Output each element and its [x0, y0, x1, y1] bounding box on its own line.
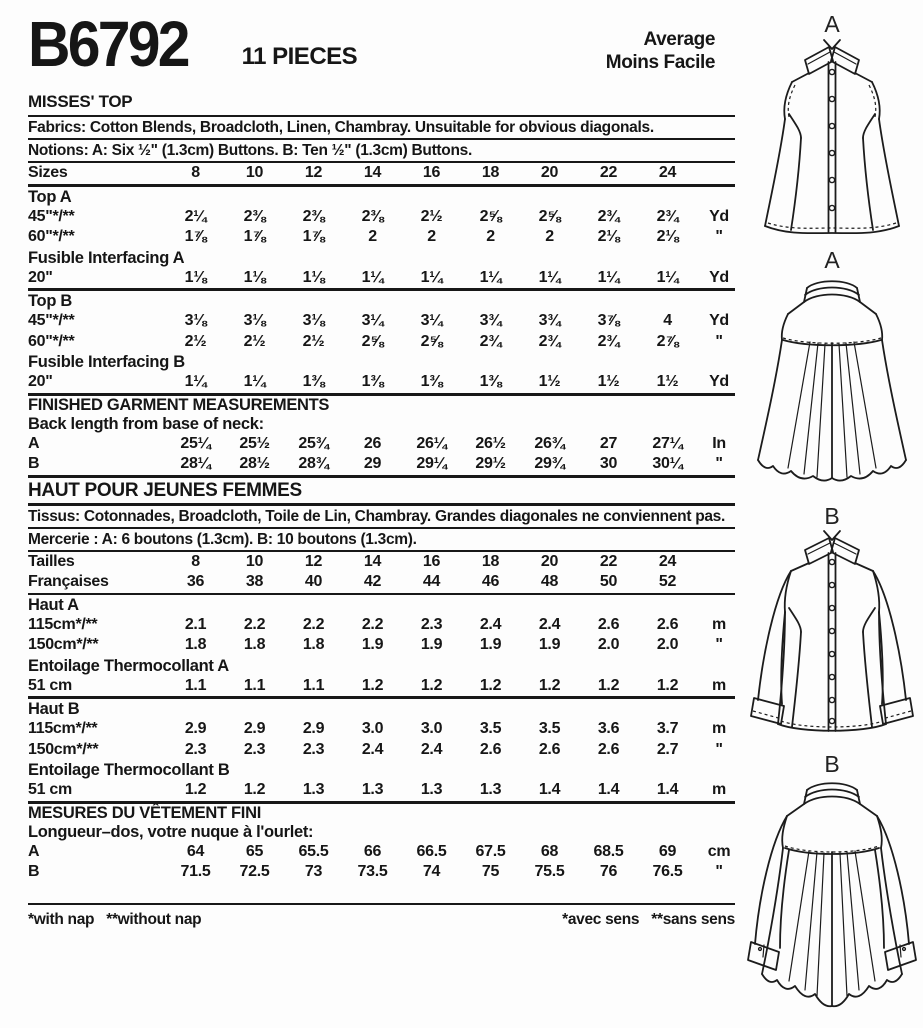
row-cell: 2.2 — [361, 615, 384, 633]
row-cell: 20 — [540, 164, 559, 181]
row-cell: 2¾ — [597, 332, 620, 350]
row-cell: 26 — [363, 434, 382, 452]
row-cell: 66.5 — [416, 842, 447, 860]
row-cell: 2.1 — [184, 615, 207, 633]
table-subtitle: Longueur–dos, votre nuque à l'ourlet: — [28, 822, 314, 841]
row-cell: 3.0 — [361, 720, 384, 737]
row-cell: 2.2 — [243, 615, 266, 633]
row-unit: Yd — [709, 373, 729, 390]
text-label: Mercerie : — [28, 530, 102, 548]
row-cell: 1.2 — [243, 781, 266, 798]
row-cell: 2 — [368, 228, 377, 245]
table-row-title: Fusible Interfacing A — [28, 248, 185, 267]
row-cell: 2½ — [184, 332, 207, 350]
table-text-row — [28, 529, 735, 550]
row-cell: 2⅛ — [656, 228, 679, 245]
row-label: 20" — [28, 268, 53, 286]
text-label: Fabrics: — [28, 119, 90, 136]
text-label: A: — [91, 142, 108, 159]
row-cell: 25½ — [239, 434, 270, 452]
row-label: 60"*/** — [28, 228, 75, 245]
table-row-title: Haut B — [28, 700, 80, 718]
row-cell: 2⅜ — [361, 207, 384, 225]
row-cell: 1.4 — [597, 781, 620, 798]
row-cell: 1⅜ — [420, 373, 443, 390]
row-cell: 68.5 — [593, 842, 624, 860]
row-cell: 1½ — [656, 373, 679, 390]
row-cell: 2⅝ — [479, 207, 502, 225]
row-cell: 2.6 — [597, 740, 620, 758]
view-label: B — [824, 751, 840, 777]
row-cell: 3.5 — [479, 720, 502, 737]
row-cell: 26¼ — [416, 434, 447, 452]
table-subtitle: FINISHED GARMENT MEASUREMENTS — [28, 395, 330, 414]
row-cell: 10 — [245, 552, 264, 570]
row-cell: 1⅛ — [184, 268, 207, 286]
row-cell: 2.0 — [656, 636, 679, 653]
row-label: Tailles — [28, 552, 75, 570]
row-cell: 1.4 — [656, 781, 679, 798]
row-label: B — [28, 455, 40, 472]
row-cell: 29½ — [475, 455, 506, 472]
row-label: 115cm*/** — [28, 720, 98, 737]
text-body: Ten ½" (1.3cm) Buttons. — [298, 142, 472, 159]
row-cell: 1⅞ — [184, 228, 207, 245]
row-cell: 40 — [304, 573, 323, 590]
row-cell: 29¼ — [416, 455, 447, 472]
view-a-back — [747, 248, 917, 490]
row-cell: 28¼ — [180, 455, 211, 472]
row-unit: m — [712, 676, 726, 694]
row-unit: " — [715, 455, 723, 472]
table-row — [28, 332, 735, 353]
row-cell: 8 — [191, 164, 200, 181]
row-cell: 25¾ — [298, 434, 329, 452]
difficulty-english: Average — [643, 29, 715, 50]
table-row — [28, 572, 735, 593]
table-row — [28, 311, 735, 332]
row-cell: 2.6 — [538, 740, 561, 758]
row-cell: 1.3 — [420, 781, 443, 798]
nap-legend — [28, 905, 735, 929]
table-row — [28, 372, 735, 393]
row-cell: 48 — [540, 573, 559, 590]
text-label: Notions: — [28, 142, 92, 159]
masthead — [28, 8, 735, 86]
row-cell: 18 — [481, 164, 500, 181]
row-cell: 69 — [658, 842, 677, 860]
row-cell: 1.2 — [184, 781, 207, 798]
row-label: 20" — [28, 373, 53, 390]
difficulty-rating — [606, 28, 715, 74]
row-cell: 28¾ — [298, 455, 329, 472]
row-cell: 38 — [245, 573, 264, 590]
table-row — [28, 552, 735, 573]
difficulty-french: Moins Facile — [605, 52, 715, 74]
row-unit: m — [712, 615, 726, 633]
row-cell: 2.2 — [302, 615, 325, 633]
table-row — [28, 862, 735, 883]
row-cell: 16 — [422, 552, 441, 570]
row-cell: 2.3 — [184, 740, 207, 758]
row-cell: 73.5 — [357, 863, 388, 880]
nap-legend-english: *with nap **without nap — [28, 910, 202, 928]
row-cell: 2.7 — [656, 740, 679, 758]
table-row — [28, 740, 735, 761]
row-cell: 26¾ — [534, 434, 565, 452]
row-unit: " — [715, 228, 723, 245]
row-label: B — [28, 863, 40, 880]
row-cell: 36 — [186, 573, 205, 590]
row-cell: 72.5 — [239, 863, 270, 880]
row-label: 51 cm — [28, 676, 72, 694]
row-unit: " — [715, 863, 723, 880]
row-cell: 3.7 — [656, 720, 679, 737]
pattern-number: B6792 — [28, 8, 188, 80]
table-row — [28, 719, 735, 740]
row-cell: 1⅜ — [479, 373, 502, 390]
row-cell: 3.0 — [420, 720, 443, 737]
row-cell: 52 — [658, 573, 677, 590]
row-cell: 2.6 — [656, 615, 679, 633]
table-row — [28, 615, 735, 636]
row-unit: Yd — [709, 312, 729, 329]
row-label: A — [28, 842, 40, 860]
row-cell: 1¼ — [420, 268, 443, 286]
row-cell: 1.2 — [538, 676, 561, 694]
row-cell: 3¼ — [420, 312, 443, 329]
row-cell: 76.5 — [652, 863, 683, 880]
row-cell: 1⅞ — [243, 228, 266, 245]
view-label: A — [824, 11, 840, 37]
row-cell: 2½ — [302, 332, 325, 350]
content-column — [28, 8, 735, 929]
view-label: B — [824, 503, 840, 529]
table-row-title: Top A — [28, 187, 72, 206]
row-cell: 1.8 — [184, 636, 207, 653]
row-cell: 1¼ — [597, 268, 620, 286]
row-cell: 12 — [304, 164, 323, 181]
row-cell: 14 — [363, 164, 382, 181]
row-cell: 1⅞ — [302, 228, 325, 245]
table-text-row — [28, 140, 735, 161]
table-row — [28, 268, 735, 289]
row-label: 45"*/** — [28, 312, 75, 329]
yardage-table — [28, 117, 735, 905]
row-cell: 2¾ — [597, 207, 620, 225]
row-cell: 1¼ — [479, 268, 502, 286]
row-cell: 22 — [599, 552, 618, 570]
row-cell: 26½ — [475, 434, 506, 452]
row-cell: 2½ — [420, 207, 443, 225]
row-cell: 2.9 — [243, 720, 266, 737]
row-cell: 2.3 — [243, 740, 266, 758]
row-unit: m — [712, 720, 726, 737]
table-row-title: Haut A — [28, 595, 79, 614]
row-cell: 1.8 — [243, 636, 266, 653]
row-cell: 3⅛ — [302, 312, 325, 329]
text-body: 10 boutons (1.3cm). — [272, 530, 417, 548]
row-cell: 2⅝ — [361, 332, 384, 350]
row-cell: 4 — [663, 312, 672, 329]
row-cell: 67.5 — [475, 842, 506, 860]
row-cell: 1.2 — [420, 676, 443, 694]
table-row — [28, 227, 735, 248]
text-body: Cotton Blends, Broadcloth, Linen, Chambray. Unsuitable for obvious diagonals. — [89, 119, 654, 136]
row-unit: Yd — [709, 268, 729, 286]
table-row-title: Entoilage Thermocollant B — [28, 761, 230, 779]
row-label: A — [28, 434, 40, 452]
row-cell: 65.5 — [298, 842, 329, 860]
row-cell: 71.5 — [180, 863, 211, 880]
table-row — [28, 676, 735, 697]
row-cell: 20 — [540, 552, 559, 570]
row-cell: 12 — [304, 552, 323, 570]
table-section-title: HAUT POUR JEUNES FEMMES — [28, 479, 302, 501]
pieces-count: 11 PIECES — [241, 43, 358, 70]
row-cell: 1.1 — [184, 676, 207, 694]
row-cell: 2.9 — [302, 720, 325, 737]
row-cell: 3¼ — [361, 312, 384, 329]
row-unit: In — [712, 434, 726, 452]
view-a-back-drawing — [747, 272, 917, 490]
row-cell: 1¼ — [361, 268, 384, 286]
text-body: Six ½" (1.3cm) Buttons. — [107, 142, 283, 159]
row-cell: 3¾ — [479, 312, 502, 329]
row-cell: 2⅜ — [243, 207, 266, 225]
row-cell: 2 — [427, 228, 436, 245]
text-label: B: — [257, 530, 273, 548]
row-cell: 1⅛ — [302, 268, 325, 286]
row-cell: 2¾ — [656, 207, 679, 225]
row-unit: " — [715, 332, 723, 350]
row-cell: 1⅛ — [243, 268, 266, 286]
row-cell: 30 — [599, 455, 618, 472]
table-row-title: Top B — [28, 292, 73, 310]
row-cell: 24 — [658, 164, 677, 181]
row-label: 150cm*/** — [28, 740, 99, 758]
row-cell: 24 — [658, 552, 677, 570]
row-cell: 1.3 — [479, 781, 502, 798]
row-cell: 1.8 — [302, 636, 325, 653]
table-subtitle: Back length from base of neck: — [28, 414, 264, 433]
table-row-title: Entoilage Thermocollant A — [28, 656, 229, 675]
row-label: 45"*/** — [28, 207, 75, 225]
row-cell: 46 — [481, 573, 500, 590]
row-cell: 30¼ — [652, 455, 683, 472]
row-cell: 2.6 — [479, 740, 502, 758]
row-cell: 2.0 — [597, 636, 620, 653]
row-cell: 75 — [481, 863, 500, 880]
row-label: Sizes — [28, 164, 68, 181]
row-cell: 27¼ — [652, 434, 683, 452]
table-text-row — [28, 506, 735, 527]
row-cell: 1.2 — [479, 676, 502, 694]
row-cell: 10 — [245, 164, 264, 181]
row-cell: 64 — [186, 842, 205, 860]
row-cell: 2⅝ — [538, 207, 561, 225]
row-cell: 3⅛ — [243, 312, 266, 329]
table-row — [28, 842, 735, 863]
row-cell: 1¼ — [538, 268, 561, 286]
row-cell: 1.9 — [361, 636, 384, 653]
row-cell: 14 — [363, 552, 382, 570]
row-cell: 3.6 — [597, 720, 620, 737]
row-cell: 3.5 — [538, 720, 561, 737]
row-unit: cm — [707, 842, 731, 860]
row-cell: 16 — [422, 164, 441, 181]
row-cell: 2.3 — [302, 740, 325, 758]
row-cell: 29 — [363, 455, 382, 472]
table-row — [28, 207, 735, 228]
table-row — [28, 780, 735, 801]
row-cell: 75.5 — [534, 863, 565, 880]
row-cell: 22 — [599, 164, 618, 181]
view-a-front — [752, 12, 912, 238]
row-cell: 2.4 — [361, 740, 384, 758]
table-text-row — [28, 117, 735, 138]
row-cell: 1⅜ — [361, 373, 384, 390]
row-cell: 66 — [363, 842, 382, 860]
row-cell: 76 — [599, 863, 618, 880]
row-cell: 2⅞ — [656, 332, 679, 350]
row-cell: 2½ — [243, 332, 266, 350]
row-cell: 2 — [486, 228, 495, 245]
view-b-front — [745, 504, 920, 740]
view-a-front-drawing — [752, 36, 912, 238]
text-label: A: — [101, 530, 118, 548]
row-cell: 2¾ — [538, 332, 561, 350]
row-cell: 74 — [422, 863, 441, 880]
row-cell: 27 — [599, 434, 618, 452]
table-row-title: Fusible Interfacing B — [28, 353, 185, 371]
row-cell: 1½ — [597, 373, 620, 390]
row-cell: 1.3 — [302, 781, 325, 798]
row-cell: 2.4 — [420, 740, 443, 758]
row-cell: 8 — [191, 552, 200, 570]
row-cell: 28½ — [239, 455, 270, 472]
row-cell: 50 — [599, 573, 618, 590]
table-row — [28, 635, 735, 656]
row-cell: 68 — [540, 842, 559, 860]
row-cell: 3¾ — [538, 312, 561, 329]
row-cell: 1.2 — [361, 676, 384, 694]
row-cell: 44 — [422, 573, 441, 590]
row-cell: 1.1 — [302, 676, 325, 694]
row-cell: 2 — [545, 228, 554, 245]
row-cell: 2.4 — [538, 615, 561, 633]
row-cell: 2.3 — [420, 615, 443, 633]
row-label: Françaises — [28, 573, 109, 590]
text-body: 6 boutons (1.3cm). — [117, 530, 257, 548]
row-cell: 1.2 — [656, 676, 679, 694]
row-cell: 25¼ — [180, 434, 211, 452]
nap-legend-french: *avec sens **sans sens — [562, 910, 735, 928]
garment-views-column — [742, 12, 922, 1016]
row-cell: 2.6 — [597, 615, 620, 633]
row-cell: 1½ — [538, 373, 561, 390]
row-cell: 1¼ — [184, 373, 207, 390]
row-cell: 3⅛ — [184, 312, 207, 329]
row-cell: 2⅛ — [597, 228, 620, 245]
row-cell: 1⅜ — [302, 373, 325, 390]
row-unit: " — [715, 740, 723, 758]
row-cell: 1.9 — [479, 636, 502, 653]
table-subtitle: MESURES DU VÊTEMENT FINI — [28, 803, 261, 822]
table-row — [28, 434, 735, 455]
table-row — [28, 163, 735, 184]
row-unit: " — [715, 636, 723, 653]
row-cell: 1¼ — [656, 268, 679, 286]
row-cell: 1.1 — [243, 676, 266, 694]
row-unit: Yd — [709, 207, 729, 225]
row-cell: 1.9 — [420, 636, 443, 653]
view-b-front-drawing — [745, 528, 920, 740]
table-spacer — [28, 883, 735, 903]
row-cell: 2⅜ — [302, 207, 325, 225]
row-cell: 1.4 — [538, 781, 561, 798]
row-cell: 29¾ — [534, 455, 565, 472]
row-cell: 42 — [363, 573, 382, 590]
row-cell: 2¾ — [479, 332, 502, 350]
row-cell: 1.3 — [361, 781, 384, 798]
row-cell: 2.9 — [184, 720, 207, 737]
row-cell: 2⅝ — [420, 332, 443, 350]
row-label: 150cm*/** — [28, 636, 99, 653]
garment-title: MISSES' TOP — [28, 92, 133, 111]
text-label: B: — [282, 142, 299, 159]
view-b-back — [745, 752, 920, 1016]
row-cell: 1.9 — [538, 636, 561, 653]
row-label: 115cm*/** — [28, 615, 98, 633]
text-body: Cotonnades, Broadcloth, Toile de Lin, Chambray. Grandes diagonales ne conviennent pas. — [83, 507, 726, 525]
row-label: 60"*/** — [28, 332, 75, 350]
view-b-back-drawing — [745, 776, 920, 1016]
row-cell: 3⅞ — [597, 312, 620, 329]
row-cell: 1.2 — [597, 676, 620, 694]
row-cell: 1¼ — [243, 373, 266, 390]
row-unit: m — [712, 781, 726, 798]
table-row — [28, 454, 735, 475]
row-label: 51 cm — [28, 781, 72, 798]
row-cell: 2.4 — [479, 615, 502, 633]
row-cell: 18 — [481, 552, 500, 570]
row-cell: 73 — [304, 863, 323, 880]
row-cell: 65 — [245, 842, 264, 860]
row-cell: 2¼ — [184, 207, 207, 225]
view-label: A — [824, 247, 840, 273]
text-label: Tissus: — [28, 507, 84, 525]
